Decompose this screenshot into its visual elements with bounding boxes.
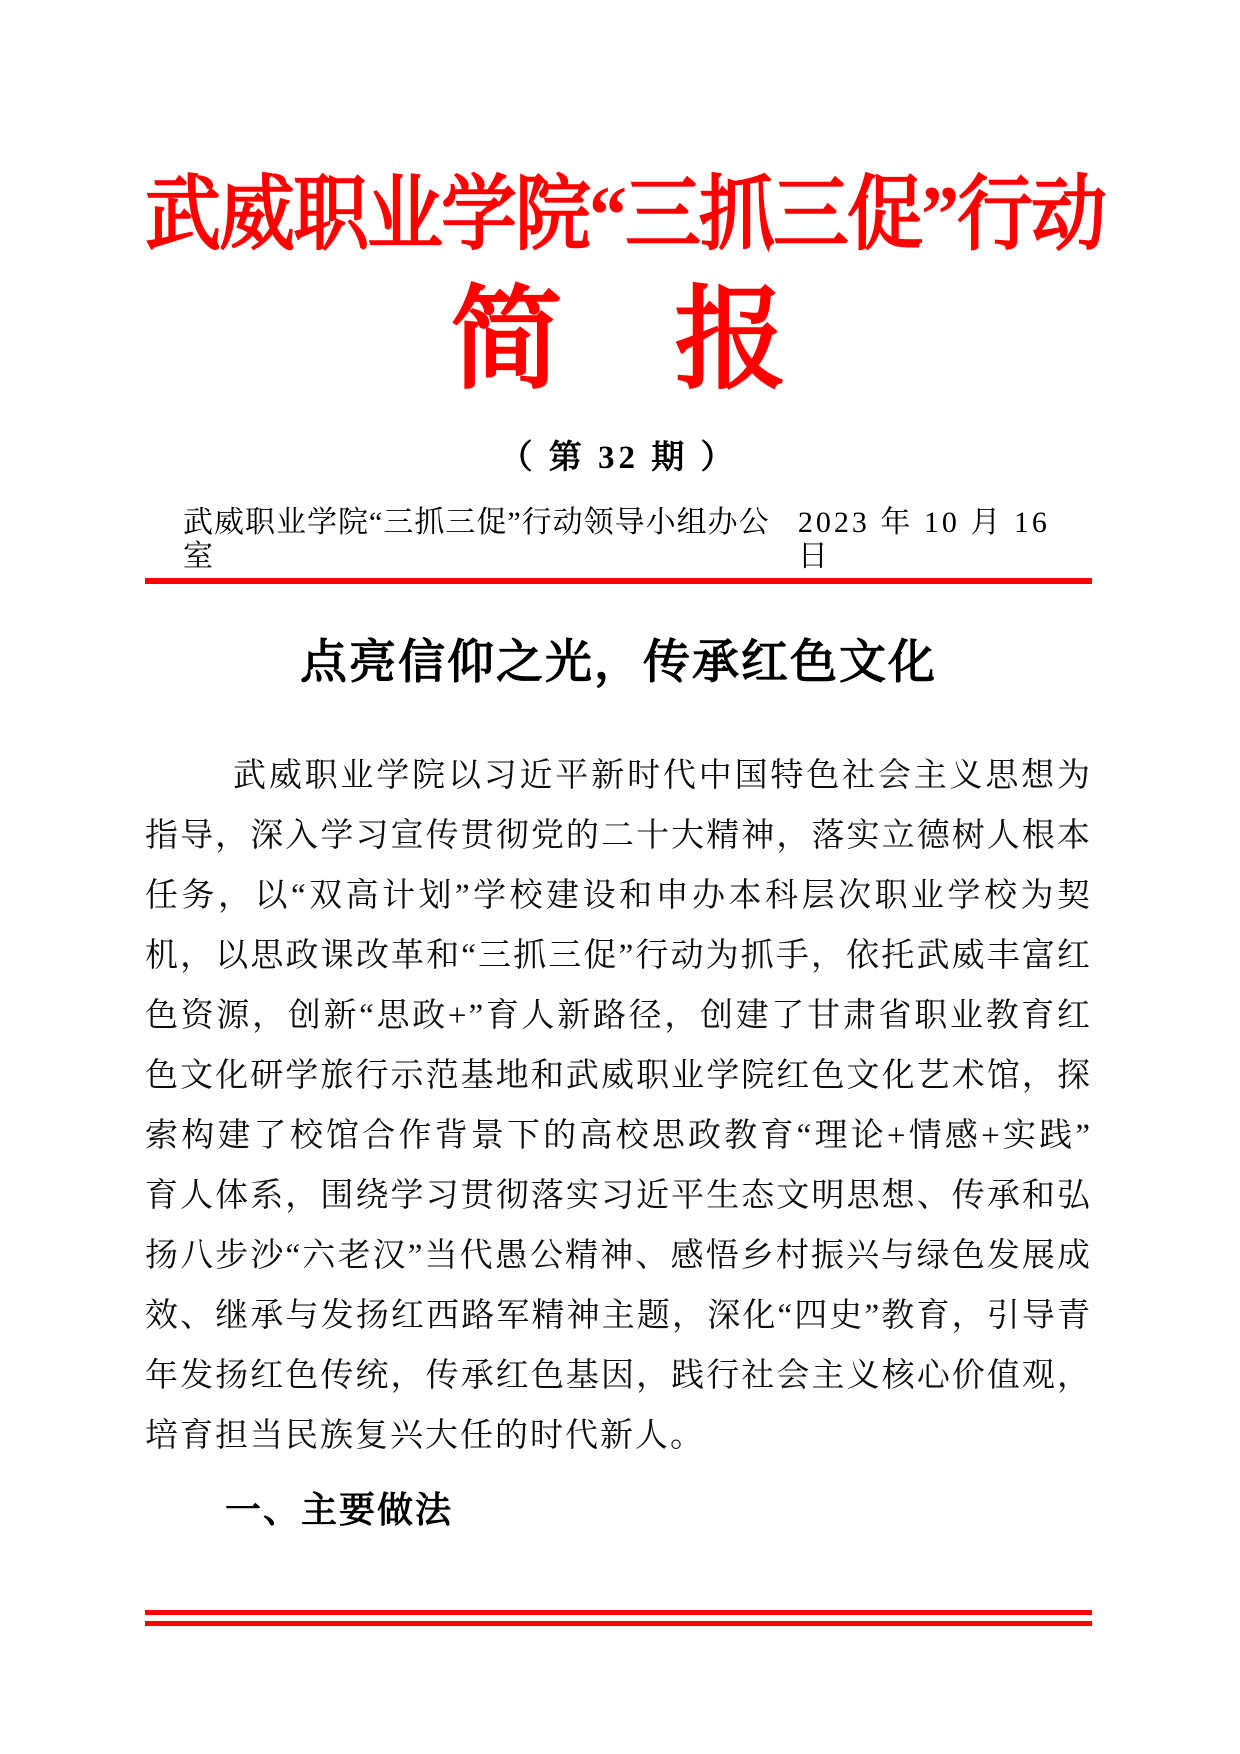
issue-number: （ 第 32 期 ）: [499, 439, 738, 476]
issuing-office: 武威职业学院“三抓三促”行动领导小组办公室: [183, 505, 770, 574]
article-title: 点亮信仰之光，传承红色文化: [300, 636, 937, 689]
masthead-meta-row: [145, 506, 1092, 575]
issue-date: 2023 年 10 月 16 日: [797, 505, 1050, 574]
section-heading: 一、主要做法: [225, 1488, 454, 1530]
masthead-title: 武威职业学院“三抓三促”行动: [145, 169, 1105, 261]
masthead-subtitle: 简 报: [450, 278, 787, 403]
masthead-rule: [145, 578, 1092, 584]
article-paragraph: 武威职业学院以习近平新时代中国特色社会主义思想为指导，深入学习宣传贯彻党的二十大精神，落实立德树人根本任务，以“双高计划”学校建设和申办本科层次职业学校为契机，以思政课改革和“三抓三促”行动为抓手，依托武威丰富红色资源，创新“思政+”育人新路径，创建了甘肃省职业教育红色文化研学旅行示范基地和武威职业学院红色文化艺术馆，探索构建了校馆合作背景下的高校思政教育“理论+情感+实践”育人体系，围绕学习贯彻落实习近平生态文明思想、传承和弘扬八步沙“六老汉”当代愚公精神、感悟乡村振兴与绿色发展成效、继承与发扬红西路军精神主题，深化“四史”教育，引导青年发扬红色传统，传承红色基因，践行社会主义核心价值观，培育担当民族复兴大任的时代新人。: [145, 757, 1092, 1454]
footer-double-rule: [145, 1610, 1092, 1626]
page-content: [145, 0, 1105, 1531]
